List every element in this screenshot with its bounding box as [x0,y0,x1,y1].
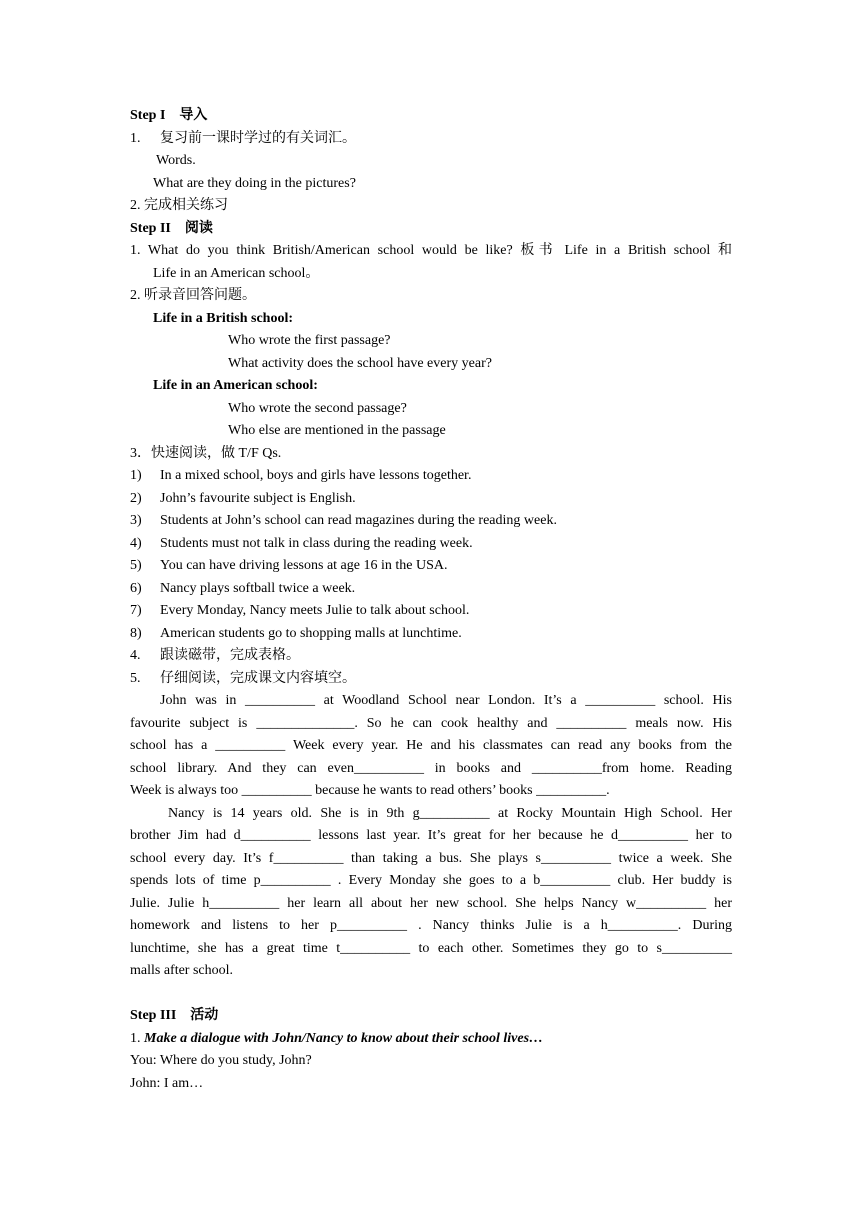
step2-heading: Step II 阅读 [130,220,213,236]
british-question: Who wrote the first passage? [228,333,391,348]
british-school-title: Life in a British school: [153,310,294,326]
dialogue-line: You: Where do you study, John? [130,1053,312,1068]
cloze-line: Nancy is 14 years old. She is in 9th g__________ at Rocky Mountain High School. Her [168,805,732,821]
tf-item: 7) Every Monday, Nancy meets Julie to talk about school. [130,603,470,618]
step2-question-1: 1. What do you think British/American school would be like? 板书 Life in a British school 和 [130,243,732,258]
cloze-line: lunchtime, she has a great time t__________ to each other. Sometimes they go to s__________ [130,940,732,956]
step2-question-3: 3．快速阅读，做 T/F Qs. [130,445,282,461]
document-body [130,105,732,1095]
dialogue-line: John: I am… [130,1075,204,1091]
step2-question-2: 2. 听录音回答问题。 [130,288,256,303]
cloze-paragraph-john [130,690,732,803]
cloze-line: spends lots of time p__________ . Every Monday she goes to a b__________ club. Her buddy is [130,873,732,888]
step1-item: 2. 完成相关练习 [130,198,228,213]
british-question: What activity does the school have every year? [228,355,492,371]
tf-item: 2) John’s favourite subject is English. [130,490,356,506]
tf-item: 4) Students must not talk in class during the reading week. [130,535,473,551]
step3-task: 1. Make a dialogue with John/Nancy to know about their school lives… [130,1030,544,1046]
cloze-line: Julie. Julie h__________ her learn all about her new school. She helps Nancy w__________ her [130,895,732,911]
cloze-line: Week is always too __________ because he wants to read others’ books __________. [130,783,610,798]
cloze-line: malls after school. [130,963,234,978]
step1-item: 1. 复习前一课时学过的有关词汇。 [130,130,356,146]
cloze-line: school library. And they can even__________ in books and __________from home. Reading [130,760,732,776]
step2-question-5: 5. 仔细阅读，完成课文内容填空。 [130,670,356,686]
cloze-paragraph-nancy [130,803,732,983]
tf-item: 8) American students go to shopping malls at lunchtime. [130,625,462,641]
cloze-line: brother Jim had d__________ lessons last year. It’s great for her because he d__________ her to [130,828,732,843]
step3-heading: Step III 活动 [130,1008,219,1023]
step2-question-1-cont: Life in an American school。 [153,265,320,281]
step1-item: Words. [156,153,196,168]
step2-question-4: 4. 跟读磁带，完成表格。 [130,648,300,663]
cloze-line: homework and listens to her p__________ . Nancy thinks Julie is a h__________. During [130,918,732,933]
cloze-line: school every day. It’s f__________ than taking a bus. She plays s__________ twice a week. She [130,850,732,866]
tf-item: 1) In a mixed school, boys and girls have lessons together. [130,468,472,483]
cloze-line: favourite subject is ______________. So he can cook healthy and __________ meals now. His [130,715,732,731]
cloze-line: John was in __________ at Woodland School near London. It’s a __________ school. His [160,693,732,708]
tf-item: 6) Nancy plays softball twice a week. [130,580,356,596]
tf-item: 3) Students at John’s school can read magazines during the reading week. [130,513,557,528]
blank-line [130,983,732,1006]
tf-item: 5) You can have driving lessons at age 16 in the USA. [130,558,448,573]
step1-item: What are they doing in the pictures? [153,175,356,191]
cloze-line: school has a __________ Week every year. He and his classmates can read any books from the [130,738,732,753]
step1-heading: Step I 导入 [130,108,208,123]
american-question: Who else are mentioned in the passage [228,423,446,438]
american-school-title: Life in an American school: [153,378,318,393]
american-question: Who wrote the second passage? [228,400,407,416]
